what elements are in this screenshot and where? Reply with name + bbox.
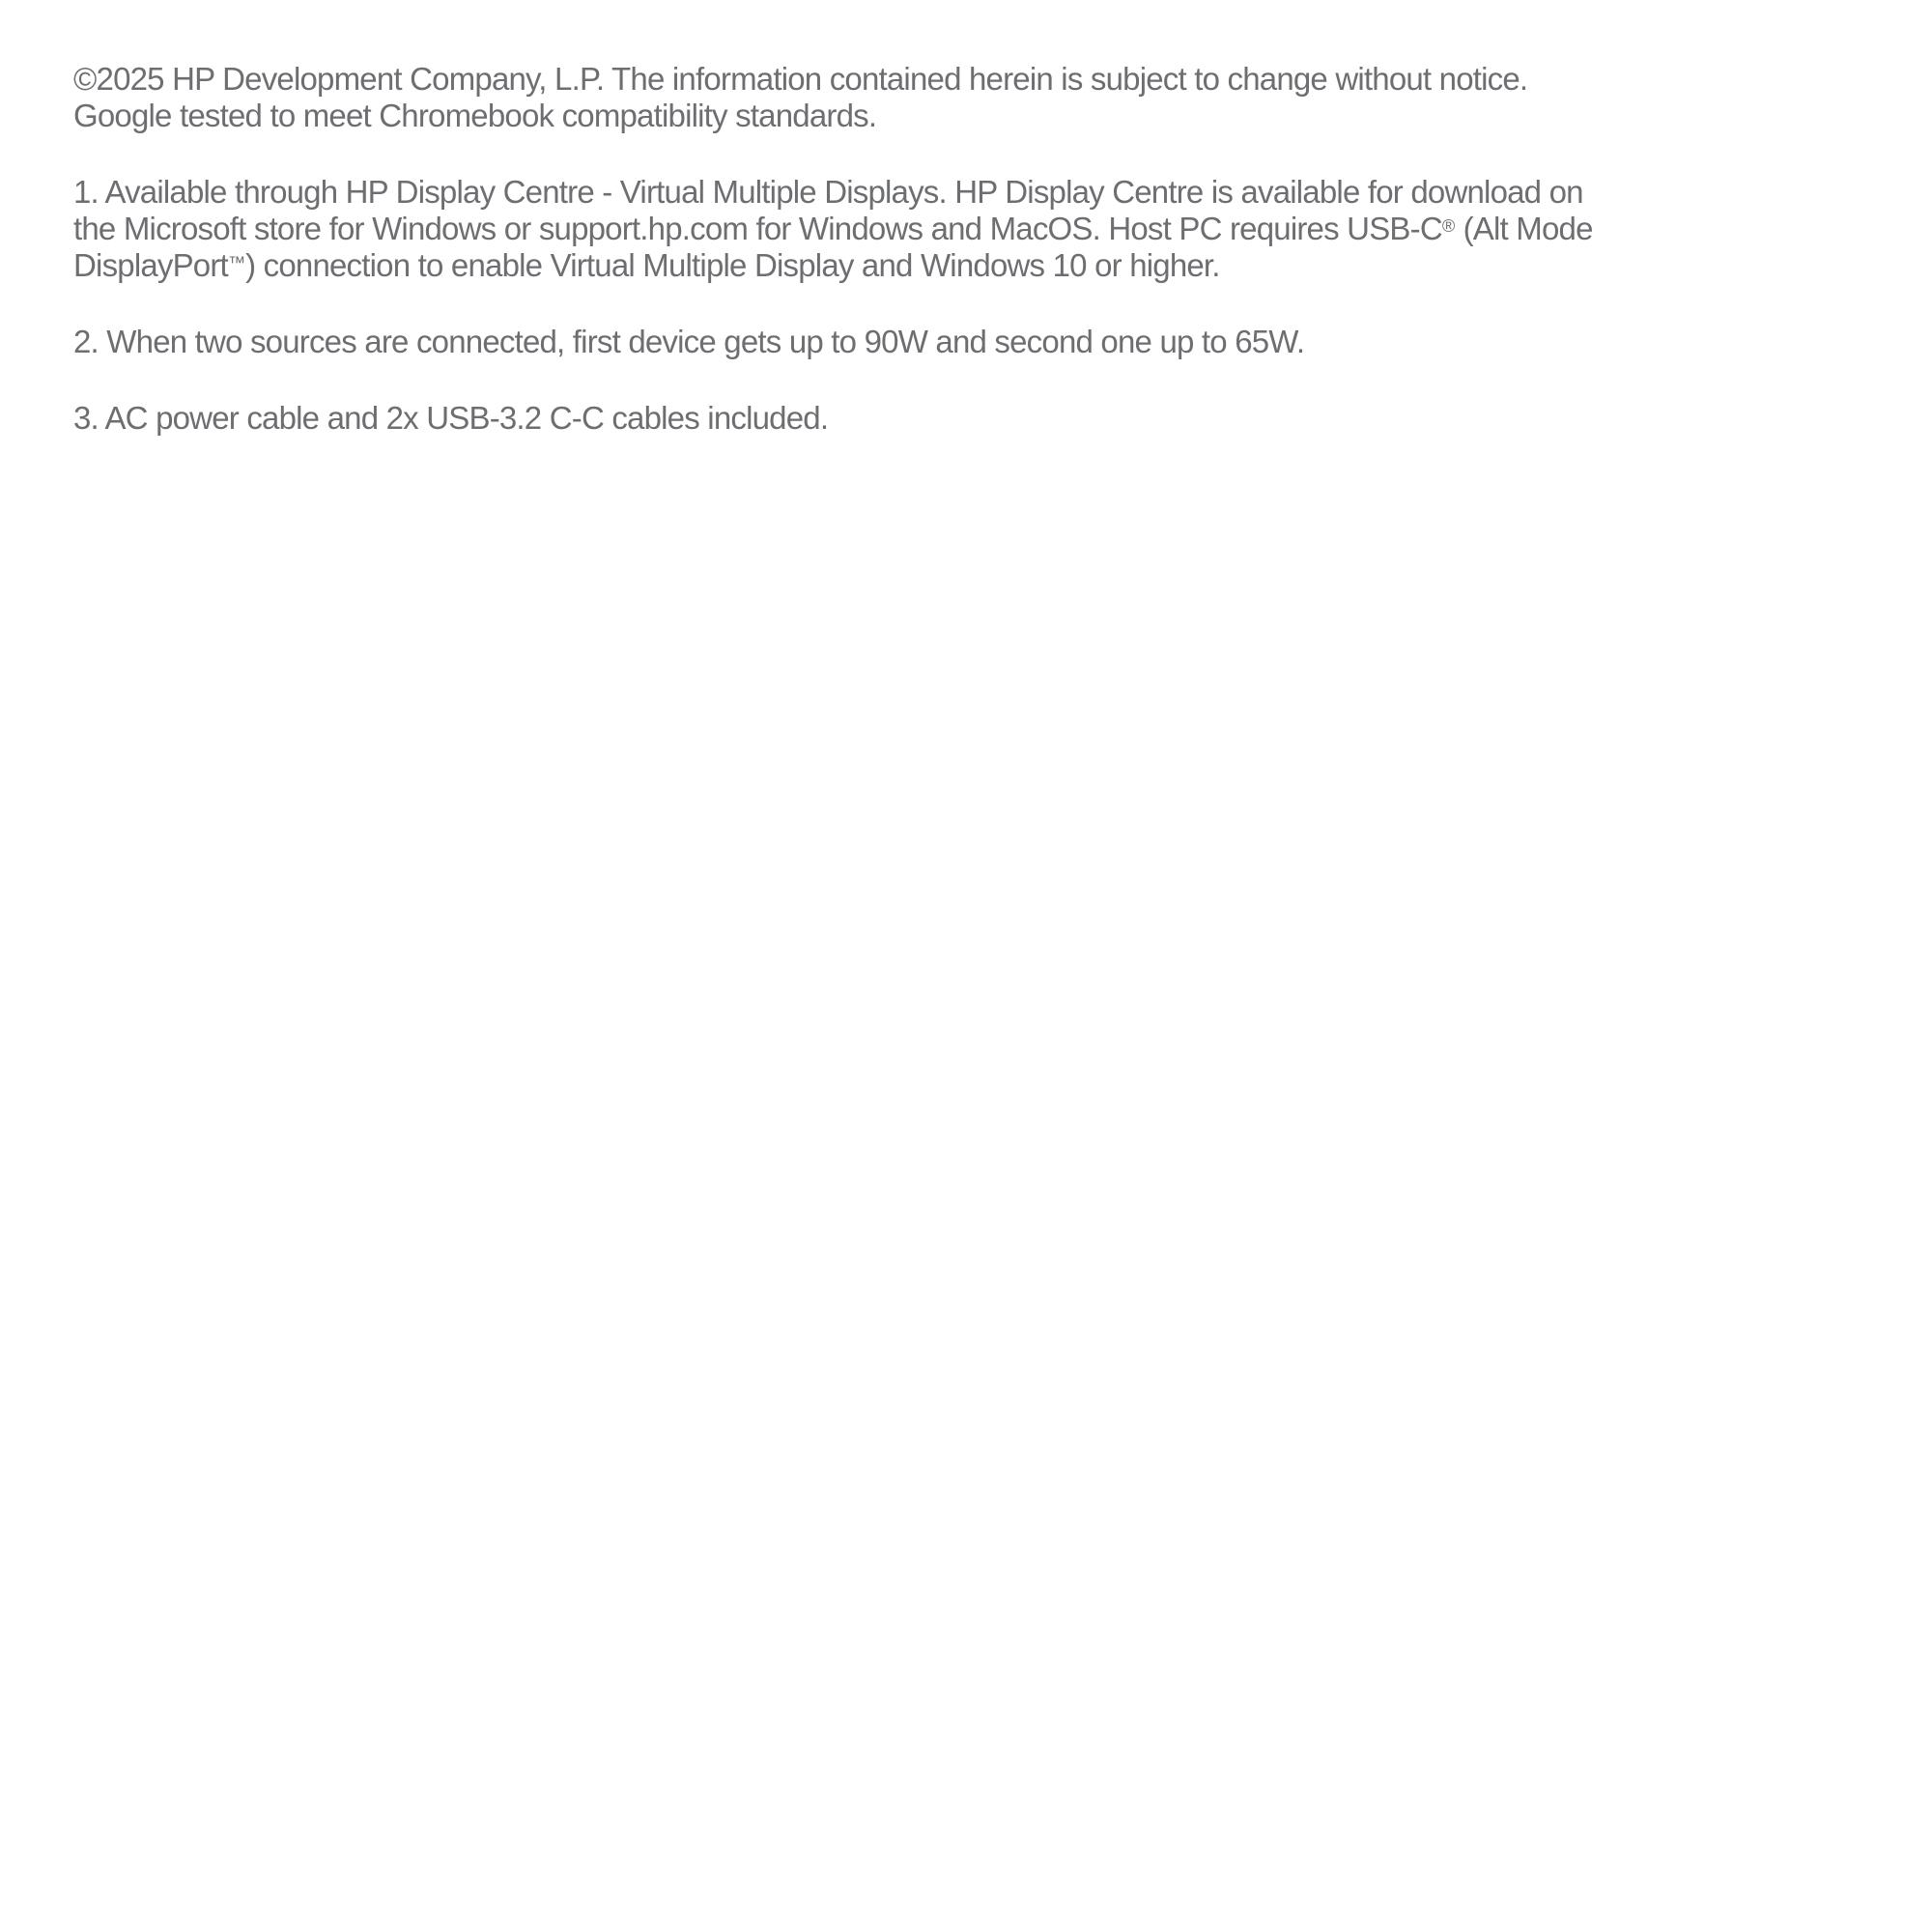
footnote-1-line-2 xyxy=(73,211,1855,247)
copyright-line-2: Google tested to meet Chromebook compatibility standards. xyxy=(73,98,877,133)
registered-trademark-symbol: ® xyxy=(1441,215,1456,236)
footnote-1-line-2-text: the Microsoft store for Windows or support.hp.com for Windows and MacOS. Host PC requires USB-C xyxy=(73,211,1442,246)
footnote-1-line-1: 1. Available through HP Display Centre - Virtual Multiple Displays. HP Display Centre is available for download on xyxy=(73,174,1583,210)
footnote-1-line-3 xyxy=(73,247,1855,284)
footnote-1-line-3-text: DisplayPort xyxy=(73,247,228,283)
footnote-3 xyxy=(73,400,1855,437)
footnote-1-line-2-text-cont: (Alt Mode xyxy=(1455,211,1593,246)
footnote-1-line-3-text-cont: ) connection to enable Virtual Multiple Display and Windows 10 or higher. xyxy=(245,247,1220,283)
footnote-2 xyxy=(73,324,1855,360)
footnote-2-line-1: 2. When two sources are connected, first device gets up to 90W and second one up to 65W. xyxy=(73,324,1305,359)
trademark-symbol: ™ xyxy=(227,252,246,272)
copyright-notice xyxy=(73,61,1855,134)
copyright-line-1: ©2025 HP Development Company, L.P. The information contained herein is subject to change without notice. xyxy=(73,61,1528,97)
footnote-3-line-1: 3. AC power cable and 2x USB-3.2 C-C cables included. xyxy=(73,400,829,436)
footnote-1 xyxy=(73,174,1855,284)
